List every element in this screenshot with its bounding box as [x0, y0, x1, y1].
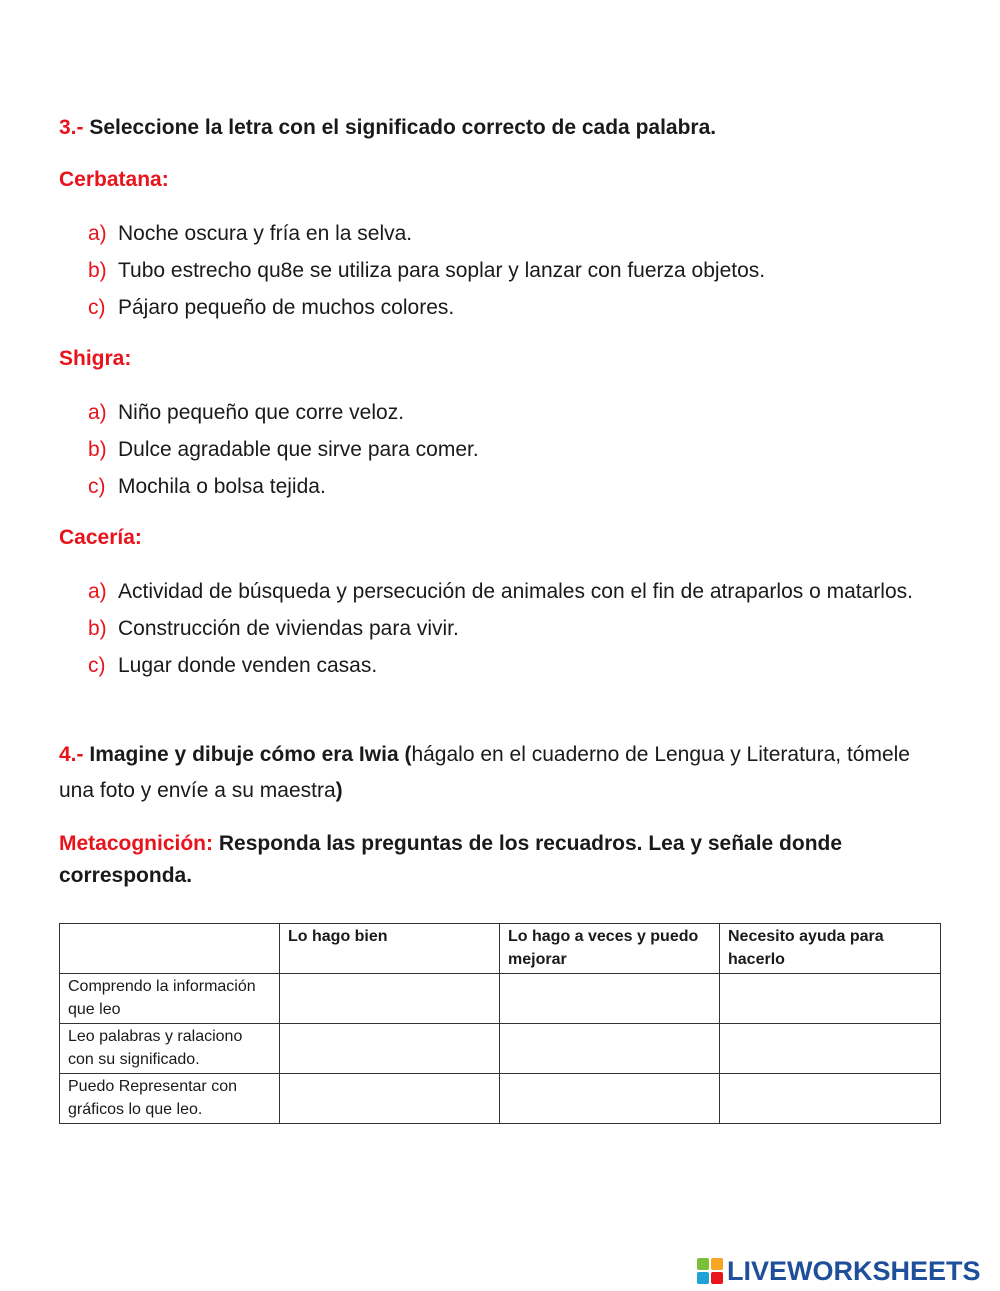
option-text: Dulce agradable que sirve para comer. — [118, 438, 479, 461]
table-row — [60, 1024, 941, 1074]
option-letter: b) — [88, 617, 107, 640]
options-cerbatana — [88, 215, 918, 326]
option-b[interactable] — [88, 252, 918, 289]
option-c[interactable] — [88, 289, 918, 326]
question-4-close: ) — [335, 779, 343, 802]
word-shigra: Shigra: — [59, 347, 132, 370]
option-c[interactable] — [88, 468, 918, 505]
option-letter: c) — [88, 475, 106, 498]
logo-block — [711, 1258, 723, 1270]
row-criterion: Comprendo la información que leo — [60, 974, 280, 1024]
question-4 — [59, 737, 939, 809]
option-b[interactable] — [88, 431, 918, 468]
logo-text: LIVEWORKSHEETS — [727, 1255, 981, 1286]
metacognition-label: Metacognición: — [59, 832, 214, 855]
option-text: Lugar donde venden casas. — [118, 654, 378, 677]
options-shigra — [88, 394, 918, 505]
answer-cell[interactable] — [280, 974, 500, 1024]
answer-cell[interactable] — [500, 1024, 720, 1074]
table-header-empty — [60, 924, 280, 974]
liveworksheets-logo — [697, 1256, 981, 1286]
metacognition-heading — [59, 828, 939, 892]
logo-blocks-icon — [697, 1258, 723, 1284]
answer-cell[interactable] — [500, 974, 720, 1024]
logo-block — [711, 1272, 723, 1284]
option-text: Mochila o bolsa tejida. — [118, 475, 326, 498]
option-text: Noche oscura y fría en la selva. — [118, 222, 413, 245]
option-a[interactable] — [88, 394, 918, 431]
answer-cell[interactable] — [280, 1024, 500, 1074]
word-caceria: Cacería: — [59, 526, 142, 549]
option-letter: a) — [88, 222, 107, 245]
option-text: Construcción de viviendas para vivir. — [118, 617, 459, 640]
option-letter: a) — [88, 580, 107, 603]
table-header-lo-hago-bien: Lo hago bien — [280, 924, 500, 974]
table-row — [60, 1074, 941, 1124]
option-letter: c) — [88, 296, 106, 319]
row-criterion: Leo palabras y ralaciono con su significado. — [60, 1024, 280, 1074]
answer-cell[interactable] — [720, 1024, 941, 1074]
option-text: Pájaro pequeño de muchos colores. — [118, 296, 455, 319]
question-3-number: 3.- — [59, 116, 84, 139]
question-4-note: hágalo en el cuaderno de Lengua y Literatura, tómele una foto y envíe a su maestra — [59, 743, 910, 802]
logo-block — [697, 1258, 709, 1270]
options-caceria — [88, 573, 918, 684]
metacognition-instruction: Responda las preguntas de los recuadros. Lea y señale donde corresponda. — [59, 832, 843, 887]
word-cerbatana: Cerbatana: — [59, 168, 169, 191]
answer-cell[interactable] — [720, 1074, 941, 1124]
option-text: Tubo estrecho qu8e se utiliza para soplar y lanzar con fuerza objetos. — [118, 259, 766, 282]
question-3-title — [59, 114, 716, 142]
option-text: Actividad de búsqueda y persecución de animales con el fin de atraparlos o matarlos. — [118, 580, 913, 603]
answer-cell[interactable] — [280, 1074, 500, 1124]
option-b[interactable] — [88, 610, 918, 647]
question-4-instruction: Imagine y dibuje cómo era Iwia ( — [89, 743, 412, 766]
option-c[interactable] — [88, 647, 918, 684]
option-letter: b) — [88, 438, 107, 461]
option-letter: b) — [88, 259, 107, 282]
question-3-instruction: Seleccione la letra con el significado correcto de cada palabra. — [89, 116, 717, 139]
option-letter: a) — [88, 401, 107, 424]
answer-cell[interactable] — [500, 1074, 720, 1124]
self-evaluation-table — [59, 923, 941, 1124]
table-header-a-veces: Lo hago a veces y puedo mejorar — [500, 924, 720, 974]
option-letter: c) — [88, 654, 106, 677]
question-4-number: 4.- — [59, 743, 84, 766]
answer-cell[interactable] — [720, 974, 941, 1024]
option-text: Niño pequeño que corre veloz. — [118, 401, 405, 424]
table-header-row — [60, 924, 941, 974]
row-criterion: Puedo Representar con gráficos lo que leo. — [60, 1074, 280, 1124]
table-header-necesito-ayuda: Necesito ayuda para hacerlo — [720, 924, 941, 974]
option-a[interactable] — [88, 573, 918, 610]
option-a[interactable] — [88, 215, 918, 252]
table-row — [60, 974, 941, 1024]
logo-block — [697, 1272, 709, 1284]
